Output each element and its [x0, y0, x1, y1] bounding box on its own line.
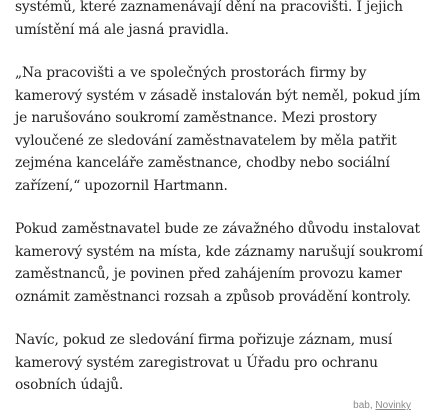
credit-source-link[interactable]: Novinky	[375, 400, 411, 411]
article-credit	[353, 400, 411, 411]
credit-author: bab,	[353, 400, 376, 411]
paragraph-quote: „Na pracovišti a ve společných prostorách firmy by kamerový systém v zásadě instalován být neměl, pokud jím je narušováno soukromí zaměstnance. Mezi prostory vyloučené ze sledování zaměstnavatelem by měla patřit zejména kanceláře zaměstnance, chodby nebo sociální zařízení,“ upozornil Hartmann.	[15, 65, 421, 194]
paragraph-intro: systémů, které zaznamenávají dění na pracovišti. I jejich umístění má ale jasná pravidla.	[15, 0, 403, 38]
article-body	[15, 0, 427, 418]
paragraph-registration: Navíc, pokud ze sledování firma pořizuje záznam, musí kamerový systém zaregistrovat u Úřadu pro ochranu osobních údajů.	[15, 332, 393, 393]
paragraph-employer-duty: Pokud zaměstnavatel bude ze závažného důvodu instalovat kamerový systém na místa, kde záznamy narušují soukromí zaměstnanců, je povinen před zahájením provozu kamer oznámit zaměstnanci rozsah a způsob provádění kontroly.	[15, 221, 423, 305]
